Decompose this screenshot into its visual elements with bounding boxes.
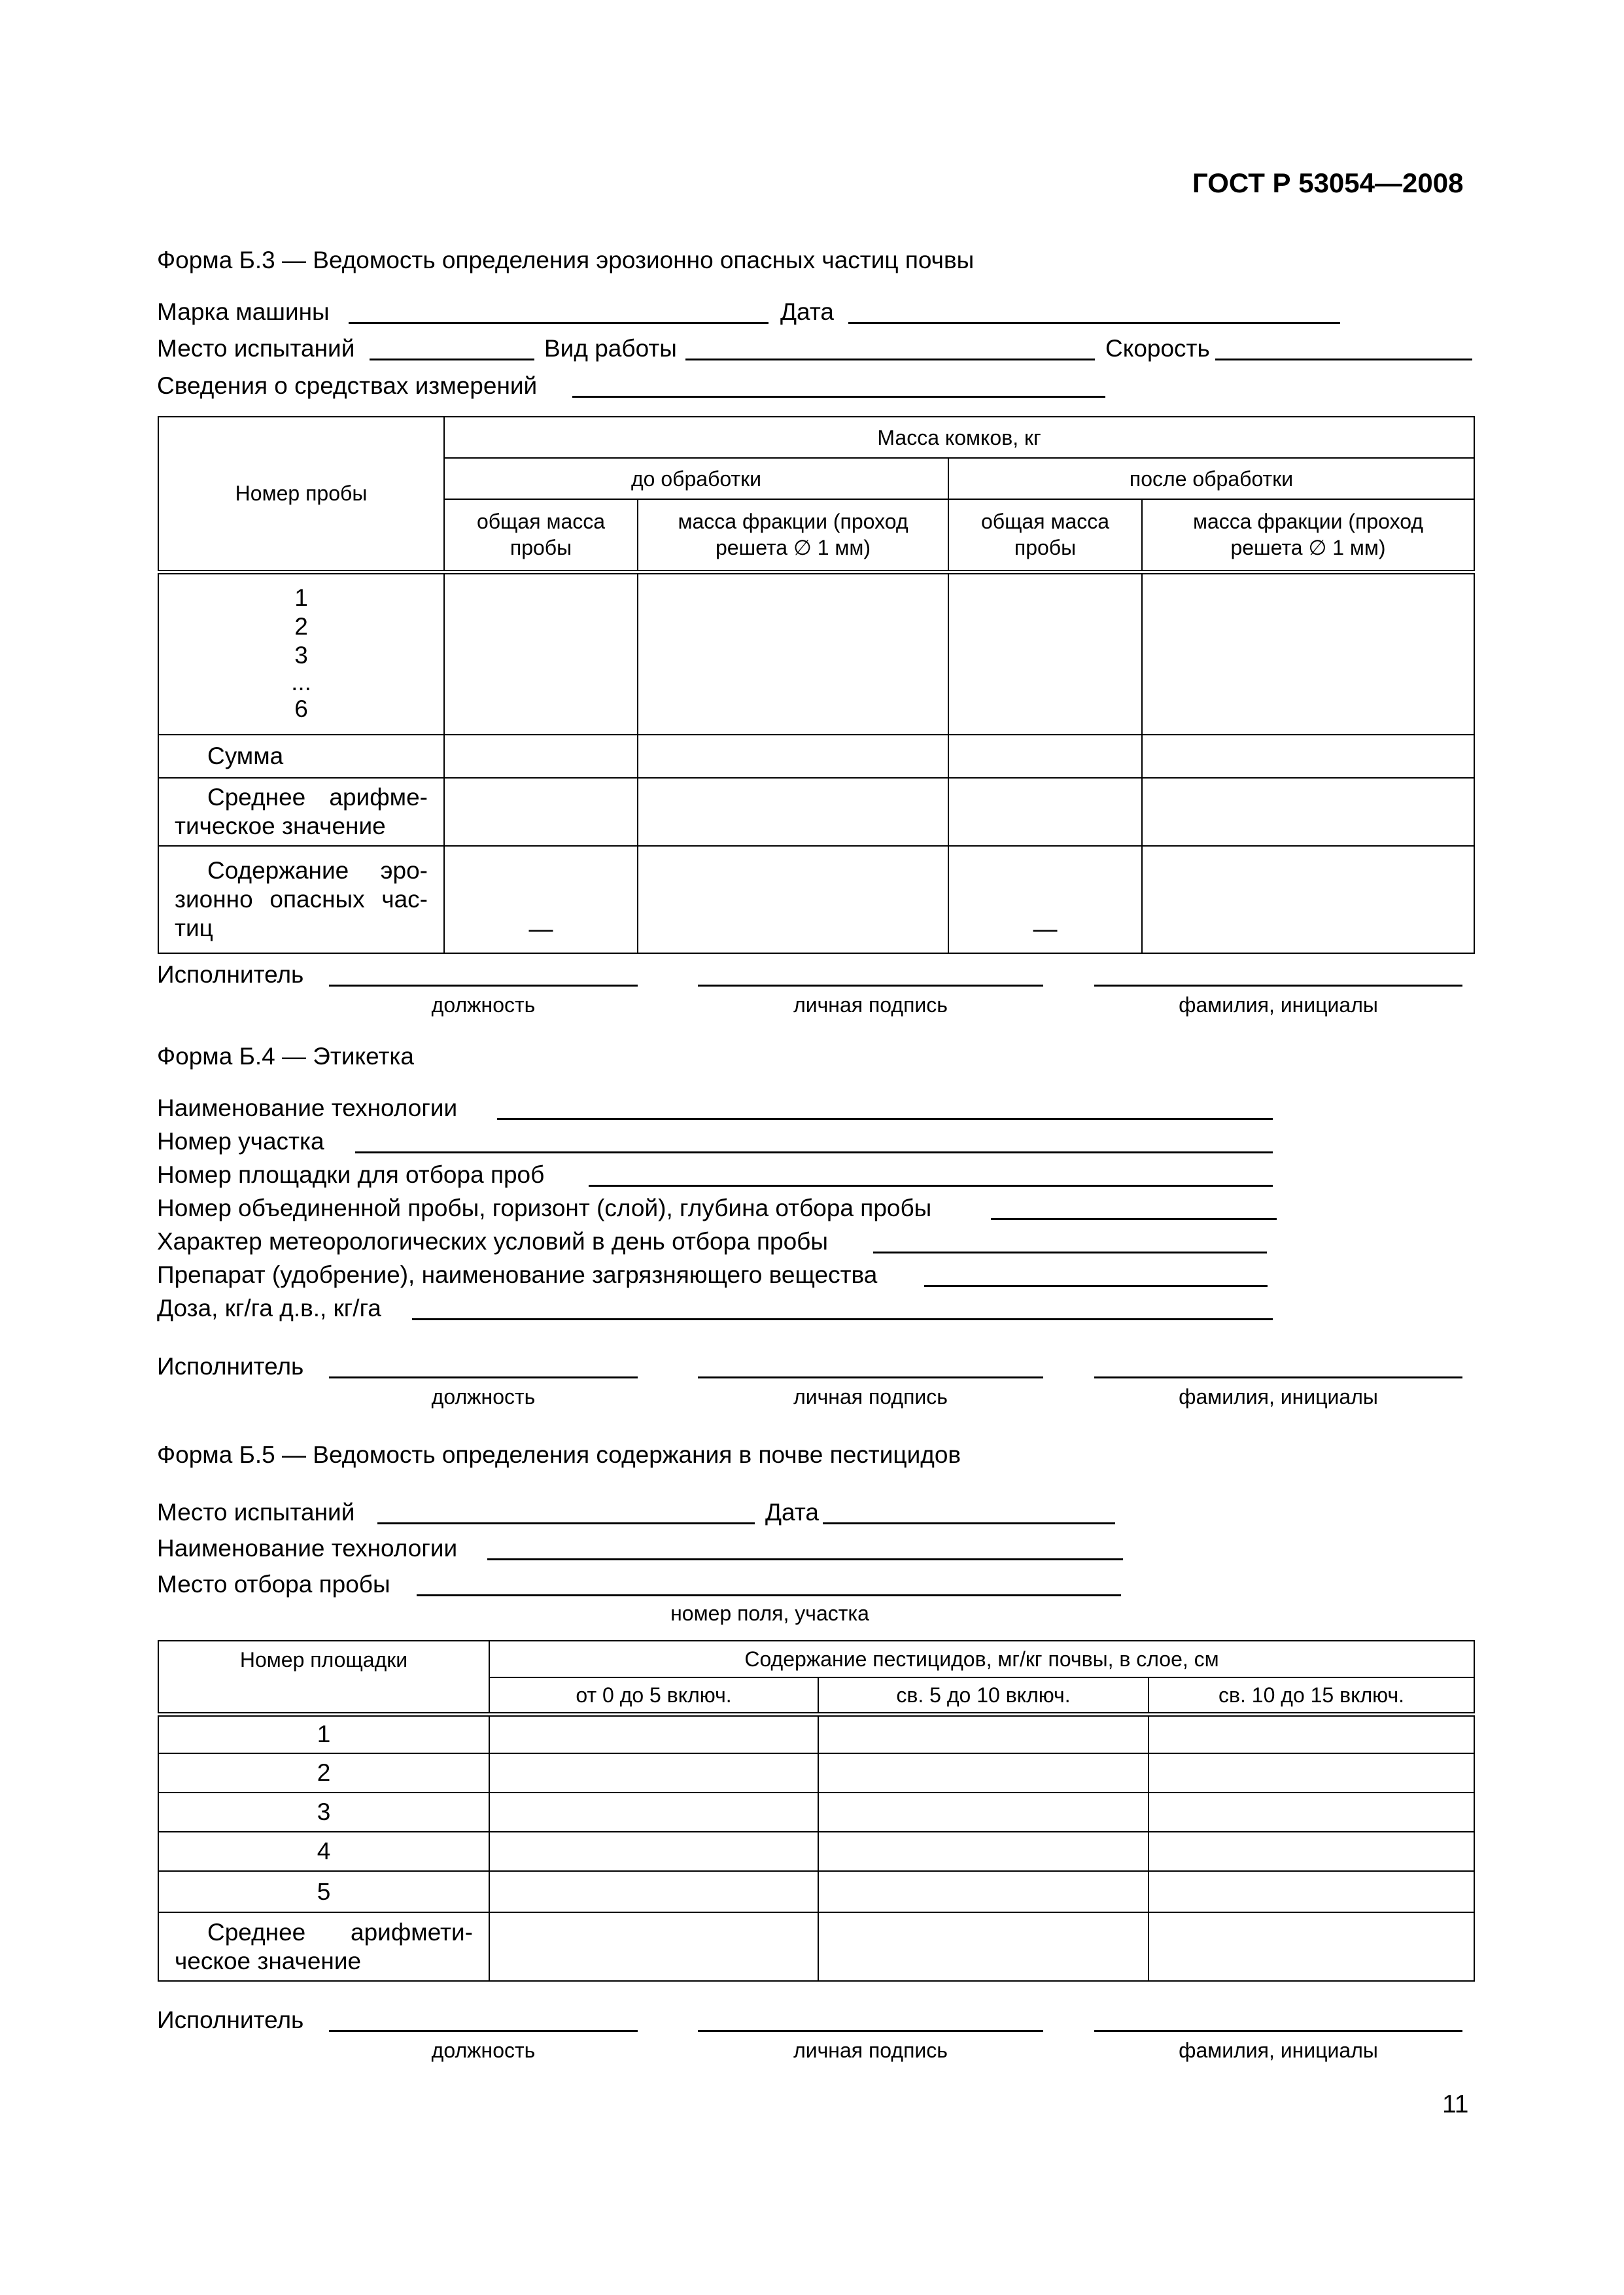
table-cell[interactable] xyxy=(489,1912,818,1981)
place-blank[interactable] xyxy=(370,359,534,360)
machine-blank[interactable] xyxy=(349,322,769,324)
table-cell[interactable] xyxy=(948,735,1142,778)
col-total-after: общая масса пробы xyxy=(948,499,1142,572)
col-fraction-after: масса фракции (проход решета ∅ 1 мм) xyxy=(1142,499,1474,572)
table-cell[interactable] xyxy=(444,778,638,846)
b4-label-site: Номер площадки для отбора проб xyxy=(157,1161,545,1188)
table-cell[interactable] xyxy=(489,1793,818,1832)
table-cell[interactable] xyxy=(444,735,638,778)
table-cell[interactable] xyxy=(489,1871,818,1912)
name-blank[interactable] xyxy=(1094,985,1462,987)
sample-numbers xyxy=(158,572,444,735)
b4-dose-blank[interactable] xyxy=(412,1318,1273,1320)
site-number: 3 xyxy=(158,1793,489,1832)
label-machine: Марка машины xyxy=(157,298,330,325)
table-cell[interactable] xyxy=(818,1793,1149,1832)
b4-label-plot: Номер участка xyxy=(157,1128,324,1155)
table-cell[interactable] xyxy=(1149,1793,1474,1832)
b4-weather-blank[interactable] xyxy=(873,1252,1267,1253)
label-instruments: Сведения о средствах измерений xyxy=(157,372,538,399)
sample-number: 1 xyxy=(294,584,308,611)
table-cell[interactable] xyxy=(818,1871,1149,1912)
b5-technology-blank[interactable] xyxy=(487,1558,1123,1560)
performer-label: Исполнитель xyxy=(157,2006,304,2033)
signature-caption: личная подпись xyxy=(793,2039,948,2062)
table-cell[interactable] xyxy=(1149,1871,1474,1912)
name-caption: фамилия, инициалы xyxy=(1179,993,1378,1017)
col-layer-0: от 0 до 5 включ. xyxy=(489,1677,818,1714)
table-cell[interactable] xyxy=(444,572,638,735)
dash-cell: — xyxy=(948,846,1142,953)
sample-number: 3 xyxy=(294,641,308,669)
col-site-header: Номер площадки xyxy=(158,1641,489,1714)
col-layer-2: св. 10 до 15 включ. xyxy=(1149,1677,1474,1714)
form-b5-title: Форма Б.5 — Ведомость определения содержания в почве пестицидов xyxy=(157,1441,961,1468)
table-cell[interactable] xyxy=(638,572,948,735)
site-number: 2 xyxy=(158,1753,489,1793)
form-b3-table xyxy=(158,416,1475,954)
table-cell[interactable] xyxy=(1142,572,1474,735)
name-blank[interactable] xyxy=(1094,1376,1462,1378)
b4-label-sample: Номер объединенной пробы, горизонт (слой), глубина отбора пробы xyxy=(157,1195,932,1221)
instruments-blank[interactable] xyxy=(572,396,1105,398)
label-date: Дата xyxy=(780,298,834,325)
col-mass-header: Масса комков, кг xyxy=(444,417,1474,458)
position-caption: должность xyxy=(431,993,536,1017)
table-cell[interactable] xyxy=(489,1753,818,1793)
site-number: 4 xyxy=(158,1832,489,1871)
position-blank[interactable] xyxy=(329,985,638,987)
b4-technology-blank[interactable] xyxy=(497,1118,1273,1120)
label-place: Место испытаний xyxy=(157,335,355,362)
table-cell[interactable] xyxy=(818,1912,1149,1981)
form-b4-title: Форма Б.4 — Этикетка xyxy=(157,1043,414,1070)
name-caption: фамилия, инициалы xyxy=(1179,2039,1378,2062)
b4-label-technology: Наименование технологии xyxy=(157,1095,458,1121)
b4-sample-blank[interactable] xyxy=(991,1218,1277,1220)
sample-number: ... xyxy=(291,668,311,695)
position-caption: должность xyxy=(431,1385,536,1409)
col-before-header: до обработки xyxy=(444,458,948,499)
b4-preparation-blank[interactable] xyxy=(924,1285,1268,1287)
row-sum-label: Сумма xyxy=(158,735,444,778)
b4-label-preparation: Препарат (удобрение), наименование загрязняющего вещества xyxy=(157,1261,878,1288)
label-speed: Скорость xyxy=(1105,335,1210,362)
row-mean-label: Среднее арифме-тическое значение xyxy=(158,778,444,846)
work-blank[interactable] xyxy=(685,359,1095,360)
performer-label: Исполнитель xyxy=(157,1353,304,1380)
table-cell[interactable] xyxy=(1142,846,1474,953)
table-cell[interactable] xyxy=(489,1832,818,1871)
table-cell[interactable] xyxy=(638,778,948,846)
col-layer-1: св. 5 до 10 включ. xyxy=(818,1677,1149,1714)
b5-label-date: Дата xyxy=(765,1499,819,1526)
label-work: Вид работы xyxy=(544,335,677,362)
date-blank[interactable] xyxy=(848,322,1340,324)
page-number: 11 xyxy=(1442,2090,1469,2118)
form-b3-title: Форма Б.3 — Ведомость определения эрозионно опасных частиц почвы xyxy=(157,247,975,273)
table-cell[interactable] xyxy=(489,1714,818,1753)
row-content-label: Содержание эро-зионно опасных час-тиц xyxy=(158,846,444,953)
performer-label: Исполнитель xyxy=(157,961,304,988)
table-cell[interactable] xyxy=(1142,735,1474,778)
b5-date-blank[interactable] xyxy=(823,1522,1115,1524)
table-cell[interactable] xyxy=(948,778,1142,846)
col-fraction-before: масса фракции (проход решета ∅ 1 мм) xyxy=(638,499,948,572)
col-total-before: общая масса пробы xyxy=(444,499,638,572)
signature-caption: личная подпись xyxy=(793,1385,948,1409)
speed-blank[interactable] xyxy=(1215,359,1472,360)
b4-plot-blank[interactable] xyxy=(355,1151,1273,1153)
table-cell[interactable] xyxy=(1142,778,1474,846)
table-cell[interactable] xyxy=(1149,1912,1474,1981)
form-b5-table xyxy=(158,1640,1475,1982)
sample-number: 2 xyxy=(294,612,308,640)
b5-sampling-caption: номер поля, участка xyxy=(670,1602,869,1625)
table-cell[interactable] xyxy=(1149,1753,1474,1793)
b5-label-technology: Наименование технологии xyxy=(157,1535,458,1562)
site-number: 5 xyxy=(158,1871,489,1912)
table-cell[interactable] xyxy=(638,846,948,953)
signature-blank[interactable] xyxy=(698,1376,1043,1378)
signature-blank[interactable] xyxy=(698,2030,1043,2032)
signature-blank[interactable] xyxy=(698,985,1043,987)
b5-sampling-blank[interactable] xyxy=(417,1594,1121,1596)
name-caption: фамилия, инициалы xyxy=(1179,1385,1378,1409)
b4-label-weather: Характер метеорологических условий в день отбора пробы xyxy=(157,1228,828,1255)
table-cell[interactable] xyxy=(638,735,948,778)
b5-label-sampling: Место отбора пробы xyxy=(157,1571,390,1598)
table-cell[interactable] xyxy=(1149,1832,1474,1871)
position-caption: должность xyxy=(431,2039,536,2062)
sample-number: 6 xyxy=(294,695,308,722)
signature-caption: личная подпись xyxy=(793,993,948,1017)
col-after-header: после обработки xyxy=(948,458,1474,499)
position-blank[interactable] xyxy=(329,1376,638,1378)
b5-place-blank[interactable] xyxy=(377,1522,755,1524)
b4-site-blank[interactable] xyxy=(589,1185,1273,1187)
name-blank[interactable] xyxy=(1094,2030,1462,2032)
col-sample-header: Номер пробы xyxy=(158,417,444,572)
site-number: 1 xyxy=(158,1714,489,1753)
table-cell[interactable] xyxy=(948,572,1142,735)
position-blank[interactable] xyxy=(329,2030,638,2032)
b4-label-dose: Доза, кг/га д.в., кг/га xyxy=(157,1295,381,1322)
table-cell[interactable] xyxy=(818,1832,1149,1871)
col-content-header: Содержание пестицидов, мг/кг почвы, в слое, см xyxy=(489,1641,1474,1677)
b5-label-place: Место испытаний xyxy=(157,1499,355,1526)
table-cell[interactable] xyxy=(818,1714,1149,1753)
b5-mean-label: Среднее арифмети-ческое значение xyxy=(158,1912,489,1981)
dash-cell: — xyxy=(444,846,638,953)
table-cell[interactable] xyxy=(1149,1714,1474,1753)
table-cell[interactable] xyxy=(818,1753,1149,1793)
standard-number: ГОСТ Р 53054—2008 xyxy=(1192,167,1464,198)
